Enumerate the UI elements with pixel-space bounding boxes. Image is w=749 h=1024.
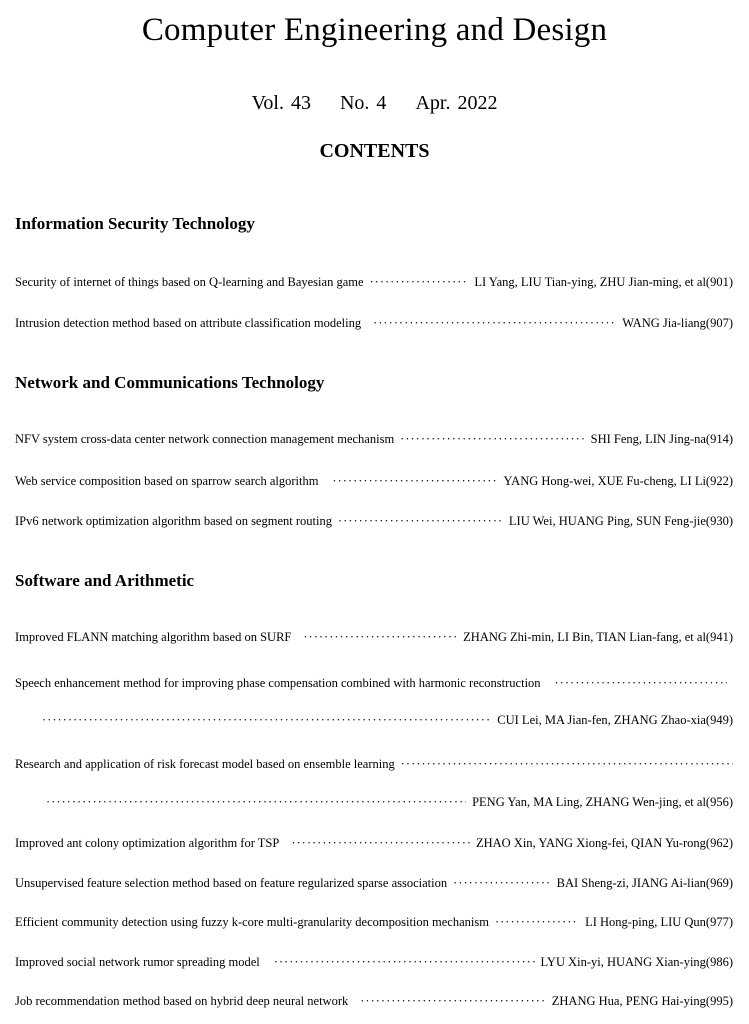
entry-title: Web service composition based on sparrow search algorithm (15, 474, 319, 488)
entry-title: Security of internet of things based on Q-learning and Bayesian game (15, 275, 364, 289)
toc-entry (15, 275, 733, 295)
toc-entry (15, 876, 733, 896)
journal-title: Computer Engineering and Design (141, 12, 608, 48)
leader-dots (400, 432, 584, 447)
entry-authors: LI Hong-ping, LIU Qun(977) (585, 915, 733, 929)
leader-dots (46, 795, 466, 810)
entry-authors: SHI Feng, LIN Jing-na(914) (590, 432, 733, 446)
entry-authors: BAI Sheng-zi, JIANG Ai-lian(969) (556, 876, 733, 890)
toc-entry (15, 514, 733, 534)
leader-dots (401, 757, 733, 772)
toc-entry (15, 915, 733, 935)
entry-authors: YANG Hong-wei, XUE Fu-cheng, LI Li(922) (503, 474, 733, 488)
entry-authors: ZHANG Hua, PENG Hai-ying(995) (551, 994, 733, 1008)
leader-dots (555, 676, 727, 691)
leader-dots (360, 994, 546, 1009)
entry-authors: ZHAO Xin, YANG Xiong-fei, QIAN Yu-rong(962) (475, 836, 733, 850)
issue-date: Apr. 2022 (415, 92, 498, 114)
issue-number: No. 4 (339, 92, 387, 114)
leader-dots (495, 915, 579, 930)
entry-title: Improved FLANN matching algorithm based on SURF (15, 630, 292, 644)
entry-title: IPv6 network optimization algorithm based on segment routing (15, 514, 332, 528)
entry-title: Improved ant colony optimization algorithm for TSP (15, 836, 280, 850)
entry-title: NFV system cross-data center network connection management mechanism (15, 432, 395, 446)
entry-title: Unsupervised feature selection method based on feature regularized sparse association (15, 876, 448, 890)
leader-dots (373, 316, 616, 331)
leader-dots (274, 955, 535, 970)
entry-title: Improved social network rumor spreading model (15, 955, 260, 969)
leader-dots (303, 630, 457, 645)
leader-dots (332, 474, 497, 489)
toc-entry (15, 630, 733, 650)
section-heading-information-security: Information Security Technology (15, 214, 255, 233)
toc-entry-continuation (46, 795, 733, 815)
entry-authors: LI Yang, LIU Tian-ying, ZHU Jian-ming, et al(901) (474, 275, 733, 289)
toc-entry (15, 955, 733, 975)
toc-entry (15, 836, 733, 856)
section-heading-software-arithmetic: Software and Arithmetic (15, 571, 195, 590)
leader-dots (370, 275, 469, 290)
toc-entry (15, 994, 733, 1014)
toc-entry (15, 474, 733, 494)
entry-authors: PENG Yan, MA Ling, ZHANG Wen-jing, et al(956) (472, 795, 733, 809)
toc-entry-continuation (42, 713, 733, 733)
leader-dots (291, 836, 470, 851)
entry-authors: LYU Xin-yi, HUANG Xian-ying(986) (540, 955, 733, 969)
entry-authors: LIU Wei, HUANG Ping, SUN Feng-jie(930) (508, 514, 733, 528)
entry-title: Efficient community detection using fuzzy k-core multi-granularity decomposition mechanism (15, 915, 489, 929)
entry-title: Job recommendation method based on hybrid deep neural network (15, 994, 349, 1008)
entry-authors: WANG Jia-liang(907) (622, 316, 733, 330)
toc-entry (15, 316, 733, 336)
toc-entry (15, 757, 733, 777)
toc-entry (15, 676, 733, 696)
leader-dots (453, 876, 551, 891)
leader-dots (338, 514, 503, 529)
entry-authors: CUI Lei, MA Jian-fen, ZHANG Zhao-xia(949) (497, 713, 733, 727)
entry-title: Speech enhancement method for improving phase compensation combined with harmonic reconstruction (15, 676, 541, 690)
entry-title: Research and application of risk forecast model based on ensemble learning (15, 757, 395, 771)
volume: Vol. 43 (251, 92, 311, 114)
section-heading-network-communications: Network and Communications Technology (15, 373, 325, 392)
entry-authors: ZHANG Zhi-min, LI Bin, TIAN Lian-fang, et al(941) (463, 630, 733, 644)
contents-heading: CONTENTS (319, 140, 430, 162)
toc-entry (15, 432, 733, 452)
issue-line (0, 92, 749, 115)
entry-title: Intrusion detection method based on attribute classification modeling (15, 316, 362, 330)
leader-dots (42, 713, 491, 728)
